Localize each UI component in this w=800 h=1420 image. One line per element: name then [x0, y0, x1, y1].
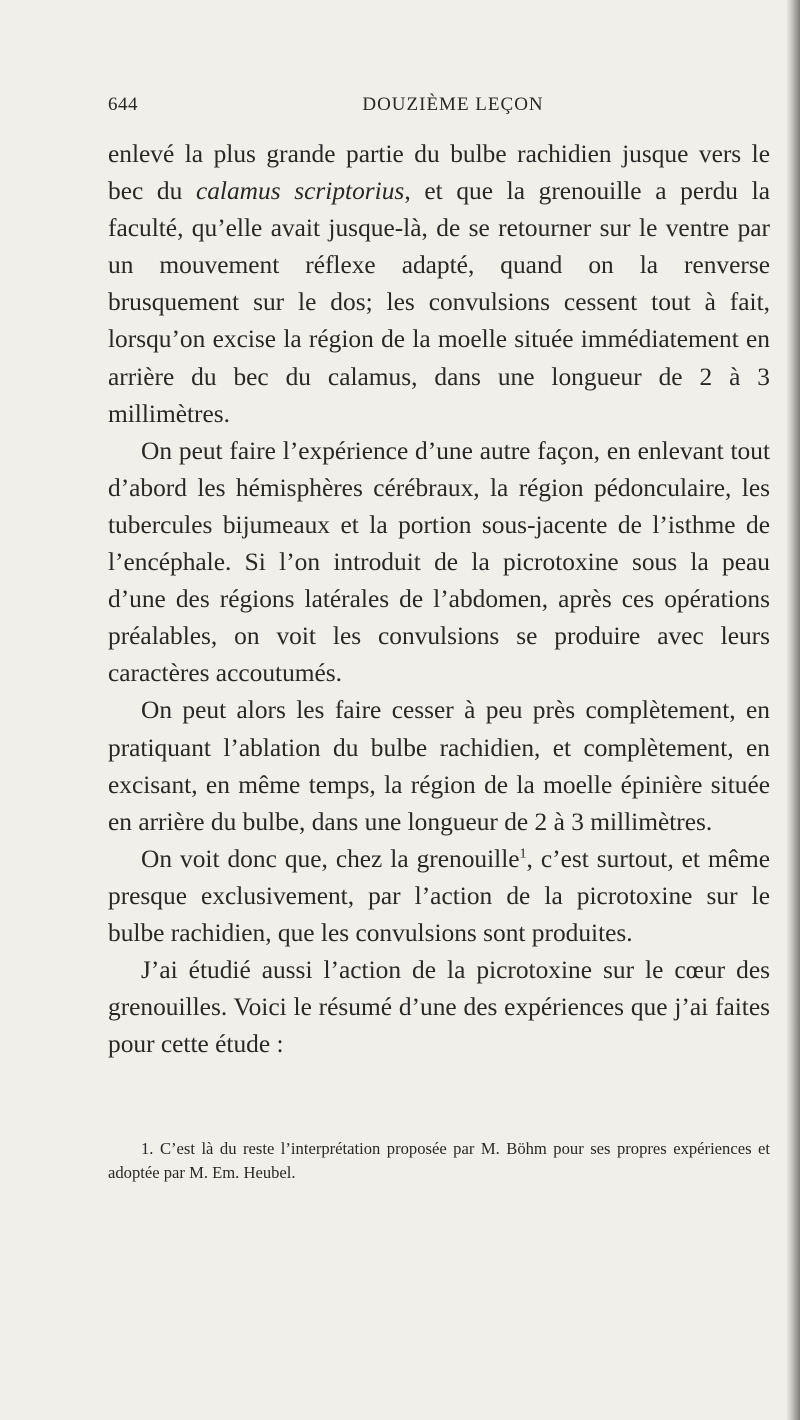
page-header: [108, 94, 768, 124]
footnote-text: C’est là du reste l’interprétation proposée par M. Böhm pour ses propres expériences et adoptée par M. Em. Heubel.: [108, 1139, 770, 1182]
footnotes: [108, 1137, 770, 1185]
footnote-1: [108, 1137, 770, 1185]
page-edge-shadow: [786, 0, 800, 1420]
italic-term: calamus scriptorius: [195, 177, 405, 206]
paragraph-1: [108, 136, 770, 433]
paragraph-2: On peut faire l’expérience d’une autre façon, en enlevant tout d’abord les hémisphères cérébraux, la région pédonculaire, les tubercules bijumeaux et la portion sous-jacente de l’isthme de l’encéphale. Si l’on introduit de la picrotoxine sous la peau d’une des régions latérales de l’abdomen, après ces opérations préalables, on voit les convulsions se produire avec leurs caractères accoutumés.: [108, 436, 770, 688]
footnote-marker: 1.: [141, 1139, 154, 1158]
paragraph-3: On peut alors les faire cesser à peu près complètement, en pratiquant l’ablation du bulbe rachidien, et complètement, en excisant, en même temps, la région de la moelle épinière située en arrière du bulbe, dans une longueur de 2 à 3 millimètres.: [108, 696, 770, 836]
page-number: 644: [108, 94, 138, 115]
running-title: DOUZIÈME LEÇON: [362, 94, 544, 115]
body-text: [108, 136, 770, 1063]
paragraph-4: [108, 841, 770, 952]
paragraph-1-start: enlevé la plus grande partie du bulbe rachidien jusque vers le bec du: [108, 140, 770, 206]
paragraph-4-start: On voit donc que, chez la grenouille: [141, 844, 520, 873]
paragraph-5: J’ai étudié aussi l’action de la picrotoxine sur le cœur des grenouilles. Voici le résumé d’une des expériences que j’ai faites pour cette étude :: [108, 956, 770, 1059]
paragraph-4-end: , c’est surtout, et même presque exclusivement, par l’action de la picrotoxine sur le bulbe rachidien, que les convulsions sont produites.: [108, 844, 770, 947]
paragraph-1-end: , et que la grenouille a perdu la faculté, qu’elle avait jusque-là, de se retourner sur le ventre par un mouvement réflexe adapté, quand on la renverse brusquement sur le dos; les convulsions cessent tout à fait, lorsqu’on excise la région de la moelle située immédiatement en arrière du bec du calamus, dans une longueur de 2 à 3 millimètres.: [108, 177, 770, 428]
footnote-reference: 1: [519, 846, 527, 862]
